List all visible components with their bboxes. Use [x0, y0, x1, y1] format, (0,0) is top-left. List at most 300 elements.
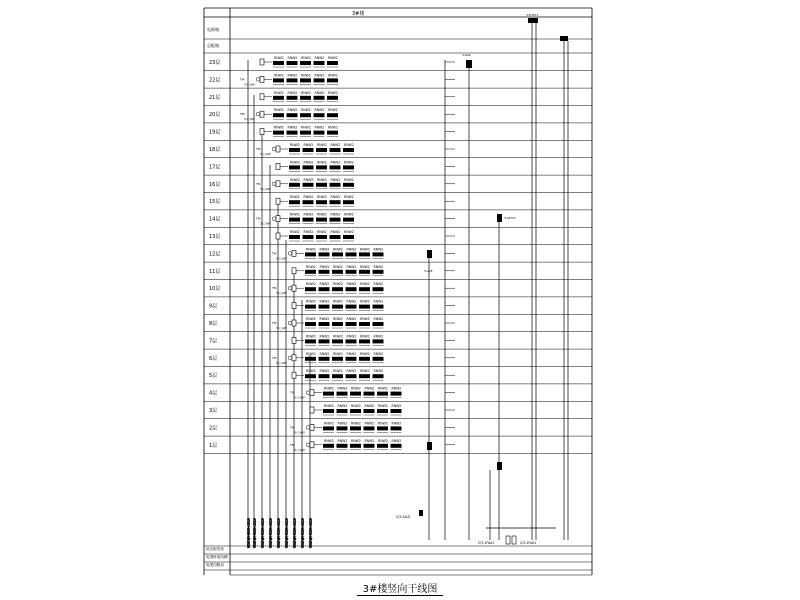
unit-label: RNW2: [373, 282, 384, 287]
unit-meter-block: [303, 235, 314, 239]
emergency-box-label: 3-ALE: [424, 269, 433, 273]
tm-label: TM: [272, 355, 277, 360]
unit-meter-block: [332, 357, 343, 361]
unit-meter-block: [314, 61, 325, 65]
unit-meter-block: [314, 78, 325, 82]
floor-label: 12层: [209, 251, 221, 258]
unit-label: RNW2: [287, 108, 298, 113]
unit-meter-block: [316, 235, 327, 239]
unit-meter-block: [327, 61, 338, 65]
meter-box: [292, 250, 296, 256]
floor-label: 4层: [209, 390, 218, 397]
floor-label: 19层: [209, 129, 221, 136]
unit-meter-block: [323, 392, 334, 396]
terminal-circle: [288, 321, 292, 325]
unit-label: RNW2: [330, 230, 341, 234]
floor-branches: [239, 56, 402, 452]
unit-label: RNW2: [344, 160, 354, 165]
unit-label: RNW2: [314, 56, 325, 60]
unit-meter-block: [330, 148, 341, 152]
unit-label: RNW2: [330, 177, 341, 182]
unit-label: RNW2: [346, 264, 357, 269]
terminal-circle: [272, 147, 276, 151]
unit-meter-block: [300, 96, 311, 100]
unit-label: RNW2: [346, 317, 357, 321]
unit-meter-block: [305, 252, 316, 256]
unit-meter-block: [303, 200, 314, 204]
right-riser-system: [396, 13, 568, 545]
tm-label: TM: [240, 112, 245, 117]
floor-label: 18层: [209, 147, 221, 153]
meter-box: [310, 390, 314, 396]
unit-label: RNW2: [306, 334, 316, 339]
unit-meter-block: [359, 252, 370, 256]
floor-label: 22层: [209, 77, 221, 84]
unit-label: RNW2: [344, 177, 354, 182]
unit-meter-block: [359, 357, 370, 361]
box-label: 3-□AW: [260, 152, 271, 156]
unit-label: RNW2: [303, 143, 314, 147]
unit-label: RNW2: [324, 386, 334, 391]
unit-meter-block: [303, 165, 314, 169]
unit-meter-block: [373, 339, 384, 343]
unit-label: RNW2: [303, 230, 314, 234]
unit-meter-block: [300, 78, 311, 82]
riser-cable-label: WDZ-YJV-4X35+1X16: [292, 518, 297, 548]
floor-label: 8层: [209, 321, 218, 327]
unit-meter-block: [330, 218, 341, 222]
bottom-label-2: 电缆桥架线槽: [206, 555, 228, 559]
unit-meter-block: [359, 287, 370, 291]
unit-label: RNW2: [303, 195, 314, 200]
fire-box: [497, 214, 502, 222]
unit-meter-block: [373, 252, 384, 256]
unit-label: RNW2: [373, 247, 384, 252]
unit-label: RNW2: [391, 404, 402, 408]
floor-label: 7层: [209, 338, 218, 345]
unit-label: RNW2: [328, 125, 338, 130]
bottom-label-3: 电缆沟敷设: [206, 563, 224, 567]
floor-label: 2层: [209, 425, 218, 432]
unit-label: RNW2: [324, 404, 334, 408]
unit-label: RNW2: [303, 177, 314, 182]
fire-box-label: 3-ATAT1: [504, 216, 516, 220]
unit-meter-block: [332, 339, 343, 343]
unit-meter-block: [327, 96, 338, 100]
bottom-label-1: 低压配电柜: [206, 547, 224, 551]
unit-label: RNW2: [346, 351, 357, 356]
unit-meter-block: [350, 392, 361, 396]
unit-meter-block: [287, 113, 298, 117]
unit-label: RNW2: [319, 282, 330, 287]
unit-label: RNW2: [373, 317, 384, 321]
box-label: 3-□AW: [244, 117, 255, 122]
unit-meter-block: [316, 200, 327, 204]
unit-label: RNW2: [306, 351, 316, 356]
unit-label: RNW2: [391, 386, 402, 391]
riser-cable-label: WDZ-YJV-4X35+1X16: [308, 518, 313, 548]
unit-label: RNW2: [274, 125, 284, 130]
unit-meter-block: [319, 305, 330, 309]
unit-meter-block: [330, 165, 341, 169]
unit-label: RNW2: [351, 404, 361, 408]
unit-label: RNW2: [333, 317, 343, 321]
box-label: 3-□AW: [276, 256, 287, 261]
unit-meter-block: [316, 148, 327, 152]
unit-meter-block: [305, 322, 316, 326]
unit-meter-block: [391, 392, 402, 396]
unit-label: RNW2: [333, 299, 343, 304]
floor-label: 23层: [209, 60, 221, 66]
unit-meter-block: [373, 357, 384, 361]
unit-label: RNW2: [391, 421, 402, 426]
unit-label: RNW2: [391, 438, 402, 443]
unit-meter-block: [359, 339, 370, 343]
unit-meter-block: [330, 200, 341, 204]
meter-box: [260, 59, 264, 65]
unit-meter-block: [373, 287, 384, 291]
unit-meter-block: [346, 305, 357, 309]
terminal-circle: [272, 217, 276, 221]
meter-box: [292, 303, 296, 309]
unit-meter-block: [323, 426, 334, 430]
unit-label: RNW2: [287, 73, 298, 78]
unit-meter-block: [330, 235, 341, 239]
riser-cable-label: WDZ-YJV-4X35+1X16: [276, 518, 281, 548]
tm-label: TM: [256, 147, 261, 151]
riser-cable-label: WDZ-YJV-4X35+1X16: [252, 518, 257, 548]
floor-label: 13层: [209, 234, 221, 240]
unit-meter-block: [289, 165, 300, 169]
unit-label: RNW2: [333, 351, 343, 356]
unit-meter-block: [305, 357, 316, 361]
unit-meter-block: [359, 374, 370, 378]
unit-label: RNW2: [346, 369, 357, 374]
unit-label: RNW2: [303, 160, 314, 165]
unit-label: RNW2: [301, 56, 311, 60]
unit-label: RNW2: [360, 317, 370, 321]
unit-label: RNW2: [330, 195, 341, 200]
unit-label: RNW2: [346, 334, 357, 339]
tm-label: TM: [272, 286, 277, 291]
unit-meter-block: [343, 200, 354, 204]
feeder-label-left: 2/3-1FAA1: [478, 541, 495, 545]
unit-label: RNW2: [287, 56, 298, 60]
unit-label: RNW2: [337, 421, 348, 426]
unit-label: RNW2: [337, 386, 348, 391]
unit-label: RNW2: [274, 73, 284, 78]
floor-label: 21层: [209, 94, 221, 101]
unit-label: RNW2: [324, 438, 334, 443]
unit-meter-block: [373, 374, 384, 378]
unit-label: RNW2: [319, 299, 330, 304]
meter-box: [276, 146, 280, 152]
box-label: 3-□AW: [276, 360, 287, 365]
tm-label: TM: [290, 425, 295, 430]
feeder-label-right: 2/3-1FAA1: [520, 541, 537, 545]
unit-label: RNW2: [330, 160, 341, 165]
unit-label: RNW2: [373, 334, 384, 339]
unit-meter-block: [330, 183, 341, 187]
unit-meter-block: [273, 61, 284, 65]
floor-label: 11层: [209, 268, 221, 275]
unit-meter-block: [289, 200, 300, 204]
unit-meter-block: [359, 270, 370, 274]
floor-label: 10层: [209, 286, 221, 293]
unit-label: RNW2: [360, 351, 370, 356]
unit-meter-block: [346, 357, 357, 361]
unit-label: RNW2: [314, 73, 325, 78]
unit-meter-block: [303, 218, 314, 222]
unit-meter-block: [314, 96, 325, 100]
unit-label: RNW2: [319, 264, 330, 269]
unit-label: RNW2: [328, 108, 338, 113]
unit-meter-block: [332, 374, 343, 378]
unit-label: RNW2: [346, 282, 357, 287]
riser-cable-label: WDZ-YJV-4X35+1X16: [260, 518, 265, 548]
unit-label: RNW2: [344, 143, 354, 147]
unit-label: RNW2: [319, 369, 330, 374]
unit-label: RNW2: [360, 299, 370, 304]
unit-meter-block: [346, 252, 357, 256]
unit-meter-block: [373, 305, 384, 309]
unit-meter-block: [319, 374, 330, 378]
elevator-box: [528, 18, 538, 23]
unit-meter-block: [343, 183, 354, 187]
unit-meter-block: [377, 409, 388, 413]
unit-meter-block: [391, 426, 402, 430]
unit-meter-block: [323, 409, 334, 413]
terminal-circle: [288, 356, 292, 360]
fire-box-lower: [497, 462, 502, 470]
unit-label: RNW2: [333, 247, 343, 252]
unit-label: RNW2: [364, 404, 375, 408]
unit-label: RNW2: [360, 247, 370, 252]
meter-box: [260, 111, 264, 117]
terminal-circle: [306, 443, 310, 447]
meter-box: [276, 198, 280, 204]
unit-meter-block: [327, 131, 338, 135]
unit-meter-block: [377, 444, 388, 448]
unit-label: RNW2: [317, 195, 327, 200]
meter-box: [276, 216, 280, 222]
unit-meter-block: [337, 444, 348, 448]
unit-label: RNW2: [317, 160, 327, 165]
unit-meter-block: [319, 322, 330, 326]
unit-label: RNW2: [319, 317, 330, 321]
fire-box-top: [560, 36, 568, 41]
unit-meter-block: [350, 444, 361, 448]
unit-meter-block: [273, 96, 284, 100]
terminal-circle: [288, 252, 292, 256]
unit-meter-block: [343, 148, 354, 152]
unit-label: RNW2: [274, 108, 284, 113]
unit-meter-block: [327, 113, 338, 117]
feeder-label: 2/3-1ALE: [396, 515, 411, 519]
box-label: 3-□AW: [276, 291, 287, 296]
unit-label: RNW2: [330, 212, 341, 217]
unit-label: RNW2: [290, 230, 300, 234]
unit-label: RNW2: [373, 369, 384, 374]
unit-meter-block: [287, 96, 298, 100]
unit-label: RNW2: [314, 125, 325, 130]
unit-label: RNW2: [364, 421, 375, 426]
unit-label: RNW2: [337, 438, 348, 443]
unit-meter-block: [346, 339, 357, 343]
meter-box: [276, 233, 280, 239]
floor-label: 17层: [209, 164, 221, 171]
unit-meter-block: [332, 270, 343, 274]
unit-meter-block: [359, 322, 370, 326]
unit-label: RNW2: [319, 351, 330, 356]
meter-box: [310, 407, 314, 413]
unit-meter-block: [273, 131, 284, 135]
unit-label: RNW2: [344, 230, 354, 234]
unit-label: RNW2: [287, 125, 298, 130]
unit-label: RNW2: [378, 421, 388, 426]
unit-meter-block: [303, 148, 314, 152]
floor-label: 9层: [209, 303, 218, 310]
unit-meter-block: [346, 270, 357, 274]
unit-label: RNW2: [373, 264, 384, 269]
unit-label: RNW2: [317, 143, 327, 147]
unit-label: RNW2: [314, 108, 325, 113]
floor-label: 6层: [209, 355, 218, 362]
unit-label: RNW2: [328, 73, 338, 78]
unit-label: RNW2: [301, 125, 311, 130]
unit-meter-block: [327, 78, 338, 82]
elevator-box-label: 3-DTAT1: [526, 13, 539, 17]
box-label: 3-□AW: [260, 221, 271, 226]
box-label: 3-□AW: [244, 82, 255, 87]
unit-label: RNW2: [364, 386, 375, 391]
terminal-circle: [288, 286, 292, 290]
tm-label: TM: [290, 390, 295, 395]
unit-label: RNW2: [301, 90, 311, 95]
unit-meter-block: [364, 426, 375, 430]
box-label: 3-□AW: [294, 447, 305, 452]
floor-label: 3层: [209, 408, 218, 414]
emergency-box-lower: [427, 442, 432, 450]
unit-label: RNW2: [290, 160, 300, 165]
unit-label: RNW2: [287, 90, 298, 95]
feeder-box-bottom: [506, 536, 510, 544]
unit-label: RNW2: [319, 247, 330, 252]
unit-label: RNW2: [328, 90, 338, 95]
left-label-power: 电源箱: [207, 27, 219, 32]
unit-label: RNW2: [360, 369, 370, 374]
unit-meter-block: [359, 305, 370, 309]
terminal-circle: [306, 391, 310, 395]
unit-meter-block: [289, 218, 300, 222]
feeder-box-bottom: [512, 536, 516, 544]
unit-meter-block: [332, 287, 343, 291]
unit-meter-block: [373, 322, 384, 326]
riser-cable-label: WDZ-YJV-4X35+1X16: [246, 518, 251, 548]
unit-meter-block: [273, 113, 284, 117]
floor-label: 5层: [209, 373, 218, 380]
unit-meter-block: [319, 270, 330, 274]
meter-box: [310, 442, 314, 448]
unit-label: RNW2: [364, 438, 375, 443]
unit-meter-block: [319, 287, 330, 291]
unit-label: RNW2: [346, 299, 357, 304]
unit-label: RNW2: [373, 351, 384, 356]
emergency-box: [427, 250, 432, 258]
riser-cable-label: WDZ-YJV-4X35+1X16: [268, 518, 273, 548]
unit-meter-block: [316, 183, 327, 187]
unit-meter-block: [305, 339, 316, 343]
tm-label: TM: [256, 181, 261, 186]
unit-meter-block: [273, 78, 284, 82]
unit-meter-block: [364, 409, 375, 413]
unit-label: RNW2: [373, 299, 384, 304]
unit-label: RNW2: [330, 143, 341, 147]
unit-meter-block: [314, 113, 325, 117]
floor-label: 20层: [209, 112, 221, 119]
unit-meter-block: [346, 287, 357, 291]
unit-meter-block: [303, 183, 314, 187]
unit-meter-block: [305, 287, 316, 291]
unit-label: RNW2: [306, 247, 316, 252]
unit-label: RNW2: [301, 108, 311, 113]
tm-label: TM: [240, 77, 245, 82]
header-title: 3#楼: [352, 11, 365, 17]
unit-meter-block: [377, 392, 388, 396]
unit-label: RNW2: [333, 334, 343, 339]
unit-meter-block: [350, 409, 361, 413]
riser-cable-label: WDZ-YJV-4X35+1X16: [284, 518, 289, 548]
unit-label: RNW2: [360, 282, 370, 287]
unit-meter-block: [350, 426, 361, 430]
unit-label: RNW2: [351, 386, 361, 391]
unit-label: RNW2: [314, 90, 325, 95]
stair-box: [466, 60, 472, 68]
feeder-box: [419, 510, 423, 516]
unit-meter-block: [287, 78, 298, 82]
unit-label: RNW2: [290, 143, 300, 147]
unit-meter-block: [319, 339, 330, 343]
unit-label: RNW2: [274, 56, 284, 60]
unit-meter-block: [332, 252, 343, 256]
unit-label: RNW2: [333, 282, 343, 287]
unit-label: RNW2: [360, 264, 370, 269]
unit-meter-block: [287, 131, 298, 135]
unit-meter-block: [332, 305, 343, 309]
unit-label: RNW2: [351, 438, 361, 443]
unit-label: RNW2: [344, 212, 354, 217]
unit-meter-block: [364, 444, 375, 448]
unit-meter-block: [343, 235, 354, 239]
tm-label: TM: [290, 442, 295, 447]
unit-label: RNW2: [324, 421, 334, 426]
unit-label: RNW2: [303, 212, 314, 217]
left-label-main: 总配箱: [207, 43, 219, 48]
meter-box: [310, 424, 314, 430]
meter-box: [260, 129, 264, 135]
tm-label: TM: [272, 251, 277, 256]
tm-label: TM: [256, 216, 261, 221]
unit-meter-block: [289, 148, 300, 152]
unit-meter-block: [337, 409, 348, 413]
terminal-circle: [272, 182, 276, 186]
unit-label: RNW2: [306, 317, 316, 321]
meter-box: [276, 163, 280, 169]
unit-label: RNW2: [333, 369, 343, 374]
unit-label: RNW2: [290, 177, 300, 182]
box-label: 3-□AW: [294, 430, 305, 435]
meter-box: [292, 355, 296, 361]
